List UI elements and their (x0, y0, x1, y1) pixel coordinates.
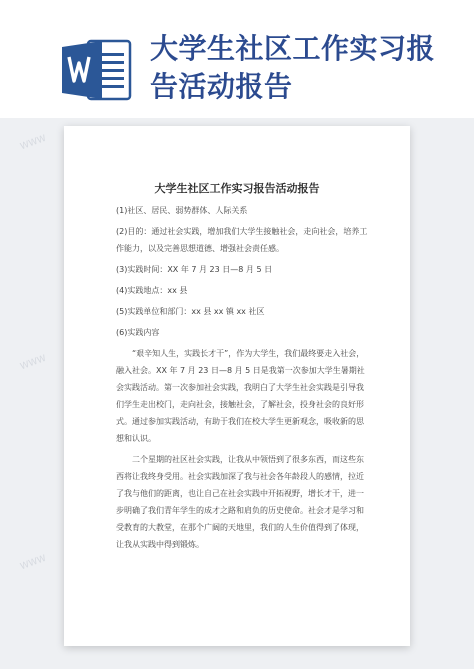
word-document-icon (62, 37, 134, 103)
paragraph: (5)实践单位和部门：xx 县 xx 镇 xx 社区 (116, 307, 265, 316)
page-title: 大学生社区工作实习报告活动报告 (150, 32, 436, 103)
paragraph: (2)目的：通过社会实践，增加我们大学生接触社会，走向社会，培养工作能力，以及完善思想道德、增强社会责任感。 (116, 227, 368, 253)
watermark: WWW (19, 553, 48, 573)
paragraph: 二个星期的社区社会实践，让我从中领悟到了很多东西，而这些东西将让我终身受用。社会实践加深了我与社会各年龄段人的感情，拉近了我与他们的距离，也让自己在社会实践中开拓视野，增长才干，进一步明确了我们青年学生的成才之路和肩负的历史使命。社会才是学习和受教育的大教堂，在那个广阔的天地里，我们的人生价值得到了体现，让我从实践中得到锻炼。 (116, 455, 364, 549)
watermark: WWW (19, 133, 48, 153)
paragraph: (3)实践时间：XX 年 7 月 23 日—8 月 5 日 (116, 265, 273, 274)
paragraph: (1)社区、居民、弱势群体、人际关系 (116, 206, 248, 215)
paragraph: (6)实践内容 (116, 328, 160, 337)
paragraph: (4)实践地点：xx 县 (116, 286, 188, 295)
header (0, 0, 474, 118)
document-body (116, 202, 368, 557)
paragraph: “艰辛知人生，实践长才干”，作为大学生，我们最终要走入社会，融入社会。XX 年 7 月 23 日—8 月 5 日是我第一次参加大学生暑期社会实践活动。第一次参加社会实践，我明白了大学生社会实践是引导我们学生走出校门，走向社会，接触社会，了解社会，投身社会的良好形式。通过参加实践活动，有助于我们在校大学生更新观念，吸收新的思想和认识。 (116, 349, 365, 443)
watermark: WWW (19, 353, 48, 373)
document-title: 大学生社区工作实习报告活动报告 (154, 182, 320, 195)
document-page (64, 126, 410, 646)
